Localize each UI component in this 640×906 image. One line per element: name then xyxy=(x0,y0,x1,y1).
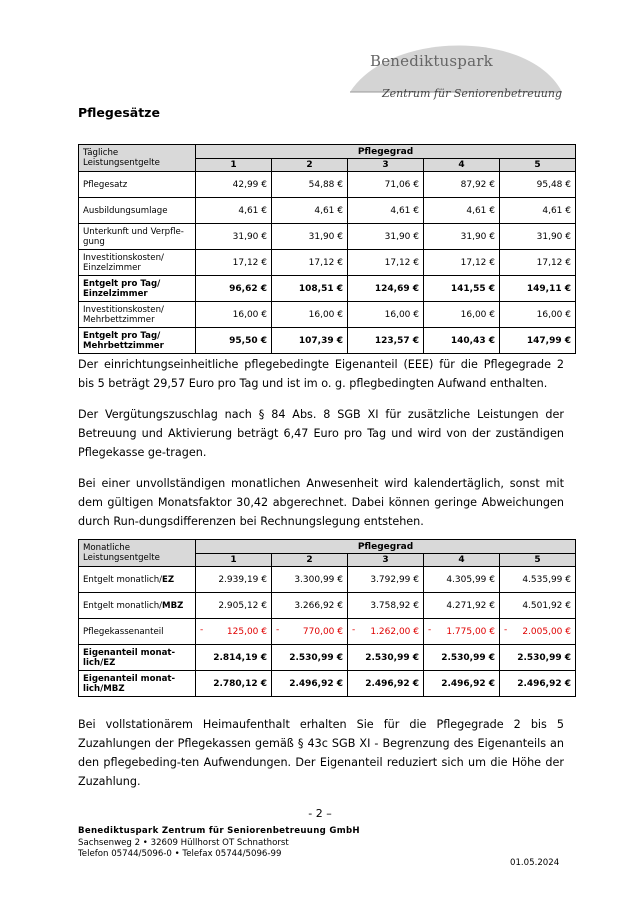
daily-rates-table xyxy=(78,144,576,354)
table-cell: 31,90 € xyxy=(424,224,500,250)
footer-date: 01.05.2024 xyxy=(510,858,560,868)
minus-sign: - xyxy=(428,625,432,635)
table-cell: 3.792,99 € xyxy=(348,567,424,593)
logo-subtitle: Zentrum für Seniorenbetreuung xyxy=(382,87,562,100)
footer-phone: Telefon 05744/5096-0 • Telefax 05744/5096-99 xyxy=(78,849,282,859)
table-cell: 95,50 € xyxy=(196,328,272,354)
table-cell: 149,11 € xyxy=(500,276,576,302)
table-cell: 31,90 € xyxy=(500,224,576,250)
column-header: 3 xyxy=(348,554,424,567)
minus-sign: - xyxy=(200,625,204,635)
table-row xyxy=(79,172,576,198)
table-cell-negative xyxy=(196,619,272,645)
table-cell: 2.814,19 € xyxy=(196,645,272,671)
column-header: 2 xyxy=(272,159,348,172)
logo-name: Benediktuspark xyxy=(370,52,493,70)
table-cell: 2.496,92 € xyxy=(424,671,500,697)
table-row xyxy=(79,567,576,593)
column-group-header: Pflegegrad xyxy=(196,540,576,554)
column-header: 5 xyxy=(500,159,576,172)
table-cell: 3.758,92 € xyxy=(348,593,424,619)
table-cell: 2.939,19 € xyxy=(196,567,272,593)
table-cell-negative xyxy=(500,619,576,645)
footer xyxy=(78,826,360,861)
table-corner-label: Monatliche Leistungsentgelte xyxy=(79,540,196,567)
row-label: Eigenanteil monat-lich/EZ xyxy=(79,645,196,671)
row-label-prefix: Entgelt monatlich/ xyxy=(83,574,163,585)
table-cell: 2.530,99 € xyxy=(500,645,576,671)
negative-value: 125,00 € xyxy=(226,626,267,637)
table-corner-label: Tägliche Leistungsentgelte xyxy=(79,145,196,172)
table-row xyxy=(79,276,576,302)
logo xyxy=(330,40,570,110)
table-cell: 4,61 € xyxy=(424,198,500,224)
table-cell: 17,12 € xyxy=(500,250,576,276)
table-cell: 3.300,99 € xyxy=(272,567,348,593)
table-cell: 31,90 € xyxy=(196,224,272,250)
table-cell: 2.496,92 € xyxy=(348,671,424,697)
table-cell: 16,00 € xyxy=(500,302,576,328)
table-cell: 17,12 € xyxy=(196,250,272,276)
table-row xyxy=(79,250,576,276)
table-cell: 147,99 € xyxy=(500,328,576,354)
footer-company: Benediktuspark Zentrum für Seniorenbetreuung GmbH xyxy=(78,826,360,836)
table-cell: 4,61 € xyxy=(348,198,424,224)
paragraph: Der Vergütungszuschlag nach § 84 Abs. 8 SGB XI für zusätzliche Leistungen der Betreuung und Aktivierung beträgt 6,47 Euro pro Tag und wird von der zuständigen Pflegekasse ge-tragen. xyxy=(78,408,564,459)
table-cell: 4.271,92 € xyxy=(424,593,500,619)
table-cell: 17,12 € xyxy=(272,250,348,276)
table-cell: 4,61 € xyxy=(272,198,348,224)
table-row xyxy=(79,198,576,224)
table-cell: 54,88 € xyxy=(272,172,348,198)
table-cell: 140,43 € xyxy=(424,328,500,354)
table-cell: 17,12 € xyxy=(424,250,500,276)
row-label: Pflegekassenanteil xyxy=(79,619,196,645)
row-label xyxy=(79,593,196,619)
table-cell: 16,00 € xyxy=(196,302,272,328)
column-header: 2 xyxy=(272,554,348,567)
column-header: 1 xyxy=(196,159,272,172)
row-label: Pflegesatz xyxy=(79,172,196,198)
row-label: Ausbildungsumlage xyxy=(79,198,196,224)
page-number: - 2 – xyxy=(308,807,332,820)
paragraph: Der einrichtungseinheitliche pflegebedingte Eigenanteil (EEE) für die Pflegegrade 2 bis 5 beträgt 29,57 Euro pro Tag und ist im o. g. pflegbedingten Aufwand enthalten. xyxy=(78,358,564,390)
column-header: 5 xyxy=(500,554,576,567)
row-label-room-type: MBZ xyxy=(162,600,184,611)
table-cell: 16,00 € xyxy=(424,302,500,328)
table-cell-negative xyxy=(272,619,348,645)
paragraph: Bei einer unvollständigen monatlichen Anwesenheit wird kalendertäglich, sonst mit dem gültigen Monatsfaktor 30,42 abgerechnet. Dabei können geringe Abweichungen durch Run-dungsdifferenzen bei Rechnungslegung entstehen. xyxy=(78,477,564,528)
column-header: 4 xyxy=(424,554,500,567)
row-label: Eigenanteil monat-lich/MBZ xyxy=(79,671,196,697)
table-cell: 2.530,99 € xyxy=(424,645,500,671)
table-cell: 71,06 € xyxy=(348,172,424,198)
row-label xyxy=(79,567,196,593)
column-group-header: Pflegegrad xyxy=(196,145,576,159)
table-cell: 2.780,12 € xyxy=(196,671,272,697)
column-header: 3 xyxy=(348,159,424,172)
table-cell: 123,57 € xyxy=(348,328,424,354)
table-cell: 2.530,99 € xyxy=(348,645,424,671)
table-cell: 2.496,92 € xyxy=(500,671,576,697)
table-cell: 124,69 € xyxy=(348,276,424,302)
minus-sign: - xyxy=(352,625,356,635)
table-row xyxy=(79,671,576,697)
negative-value: 1.775,00 € xyxy=(446,626,495,637)
negative-value: 770,00 € xyxy=(302,626,343,637)
row-label-room-type: EZ xyxy=(162,574,175,585)
table-cell: 16,00 € xyxy=(348,302,424,328)
table-cell: 2.530,99 € xyxy=(272,645,348,671)
table-cell: 141,55 € xyxy=(424,276,500,302)
monthly-rates-table xyxy=(78,539,576,697)
paragraph-zuzahlung: Bei vollstationärem Heimaufenthalt erhalten Sie für die Pflegegrade 2 bis 5 Zuzahlungen der Pflegekassen gemäß § 43c SGB XI - Begrenzung des Eigenanteils an den pflegebeding-ten Aufwendungen. Der Eigenanteil reduziert sich um die Höhe der Zuzahlung. xyxy=(78,718,564,788)
minus-sign: - xyxy=(276,625,280,635)
row-label: Entgelt pro Tag/ Einzelzimmer xyxy=(79,276,196,302)
table-cell: 96,62 € xyxy=(196,276,272,302)
table-cell: 16,00 € xyxy=(272,302,348,328)
table-cell: 3.266,92 € xyxy=(272,593,348,619)
table-row xyxy=(79,224,576,250)
table-cell: 108,51 € xyxy=(272,276,348,302)
table-cell: 2.496,92 € xyxy=(272,671,348,697)
table-cell-negative xyxy=(348,619,424,645)
negative-value: 2.005,00 € xyxy=(522,626,571,637)
footer-address: Sachsenweg 2 • 32609 Hüllhorst OT Schnathorst xyxy=(78,837,289,848)
table-cell-negative xyxy=(424,619,500,645)
column-header: 4 xyxy=(424,159,500,172)
table-cell: 4.305,99 € xyxy=(424,567,500,593)
table-cell: 4,61 € xyxy=(500,198,576,224)
table-cell: 2.905,12 € xyxy=(196,593,272,619)
page-title: Pflegesätze xyxy=(78,105,160,120)
column-header: 1 xyxy=(196,554,272,567)
table-cell: 95,48 € xyxy=(500,172,576,198)
table-cell: 17,12 € xyxy=(348,250,424,276)
table-cell: 107,39 € xyxy=(272,328,348,354)
table-cell: 4,61 € xyxy=(196,198,272,224)
row-label: Entgelt pro Tag/ Mehrbettzimmer xyxy=(79,328,196,354)
table-row xyxy=(79,328,576,354)
table-cell: 42,99 € xyxy=(196,172,272,198)
table-row xyxy=(79,593,576,619)
table-cell: 31,90 € xyxy=(272,224,348,250)
table-cell: 4.535,99 € xyxy=(500,567,576,593)
row-label-prefix: Entgelt monatlich/ xyxy=(83,600,163,611)
negative-value: 1.262,00 € xyxy=(370,626,419,637)
row-label: Unterkunft und Verpfle-gung xyxy=(79,224,196,250)
table-cell: 4.501,92 € xyxy=(500,593,576,619)
row-label: Investitionskosten/ Mehrbettzimmer xyxy=(79,302,196,328)
table-cell: 31,90 € xyxy=(348,224,424,250)
table-row xyxy=(79,302,576,328)
table-row xyxy=(79,645,576,671)
minus-sign: - xyxy=(504,625,508,635)
table-row-pflegekassenanteil xyxy=(79,619,576,645)
table-cell: 87,92 € xyxy=(424,172,500,198)
row-label: Investitionskosten/ Einzelzimmer xyxy=(79,250,196,276)
